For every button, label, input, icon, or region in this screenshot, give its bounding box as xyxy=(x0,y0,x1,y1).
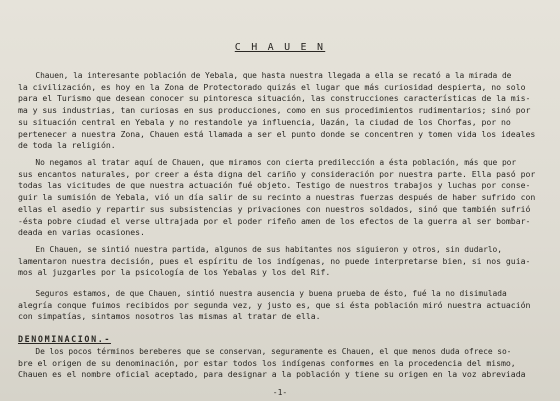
document-title: C H A U E N xyxy=(234,42,326,53)
paragraph-predilection xyxy=(18,157,546,239)
text-line: En Chauen, se sintió nuestra partida, algunos de sus habitantes nos siguieron y otros, sin dudarlo, xyxy=(35,244,502,254)
text-line: todas las vicitudes de que nuestra actuación fué objeto. Testigo de nuestros trabajos y luchas por conse- xyxy=(18,180,531,191)
text-line: ma y sus industrias, tan curiosas en sus producciones, como en sus procedimientos rudimentarios; sinó por xyxy=(18,105,531,116)
text-line: pertenecer a nuestra Zona, Chauen está llamada a ser el punto donde se concentren y tomen vida los ideales xyxy=(18,128,536,139)
paragraph-intro xyxy=(18,70,546,152)
text-line: con simpatías, sintamos nosotros las mismas al tratar de ella. xyxy=(18,311,321,322)
text-line: Seguros estamos, de que Chauen, sintió nuestra ausencia y buena prueba de ésto, fué la no disimulada xyxy=(35,288,507,298)
text-line: Chauen es el nombre oficial aceptado, para designar a la población y tiene su origen en la voz abreviada xyxy=(18,369,526,380)
paragraph-return xyxy=(18,288,546,323)
text-line: lamentaron nuestra decisión, pues el espíritu de los indígenas, no puede interpretarse bien, si nos guia- xyxy=(18,255,531,266)
paragraph-denomination xyxy=(18,346,546,381)
text-line: De los pocos términos bereberes que se conservan, seguramente es Chauen, el que menos duda ofrece so- xyxy=(35,346,512,356)
text-line: -ésta pobre ciudad el verse ultrajada por el poder rifeño amen de los efectos de la guerra al ser bombar- xyxy=(18,215,531,226)
text-line: No negamos al tratar aquí de Chauen, que miramos con cierta predilección a ésta población, más que por xyxy=(35,157,517,167)
text-line: sus encantos naturales, por creer a ésta digna del cariño y consideración por nuestra parte. Ella pasó por xyxy=(18,168,536,179)
text-line: guir la sumisión de Yebala, vió un día salir de su recinto a nuestras fuerzas después de haber sufrido con xyxy=(18,192,536,203)
text-line: deada en varias ocasiones. xyxy=(18,227,145,238)
text-line: ellas el asedio y repartir sus subsistencias y privaciones con nuestros soldados, sinó que también sufrió xyxy=(18,203,531,214)
text-line: mos al juzgarles por la psicología de los Yebalas y los del Rif. xyxy=(18,267,331,278)
text-line: la civilización, es hoy en la Zona de Protectorado quizás el lugar que más curiosidad despierta, no solo xyxy=(18,81,526,92)
paragraph-departure xyxy=(18,244,546,279)
text-line: Chauen, la interesante población de Yebala, que hasta nuestra llegada a ella se recató a la mirada de xyxy=(35,70,512,80)
text-line: bre el origen de su denominación, por estar todos los indígenas conformes en la procedencia del mismo, xyxy=(18,357,516,368)
text-line: alegría conque fuimos recibidos por segunda vez, y justo es, que si ésta población miró nuestra actuación xyxy=(18,299,531,310)
text-line: su situación central en Yebala y no restandole ya influencia, Uazán, la ciudad de los Chorfas, por no xyxy=(18,116,511,127)
text-line: para el Turismo que desean conocer su pintoresca situación, las construcciones características de la mis- xyxy=(18,93,531,104)
section-heading: DENOMINACION.- xyxy=(18,334,111,344)
text-line: de toda la religión. xyxy=(18,140,116,151)
page-number: -1- xyxy=(272,388,288,397)
